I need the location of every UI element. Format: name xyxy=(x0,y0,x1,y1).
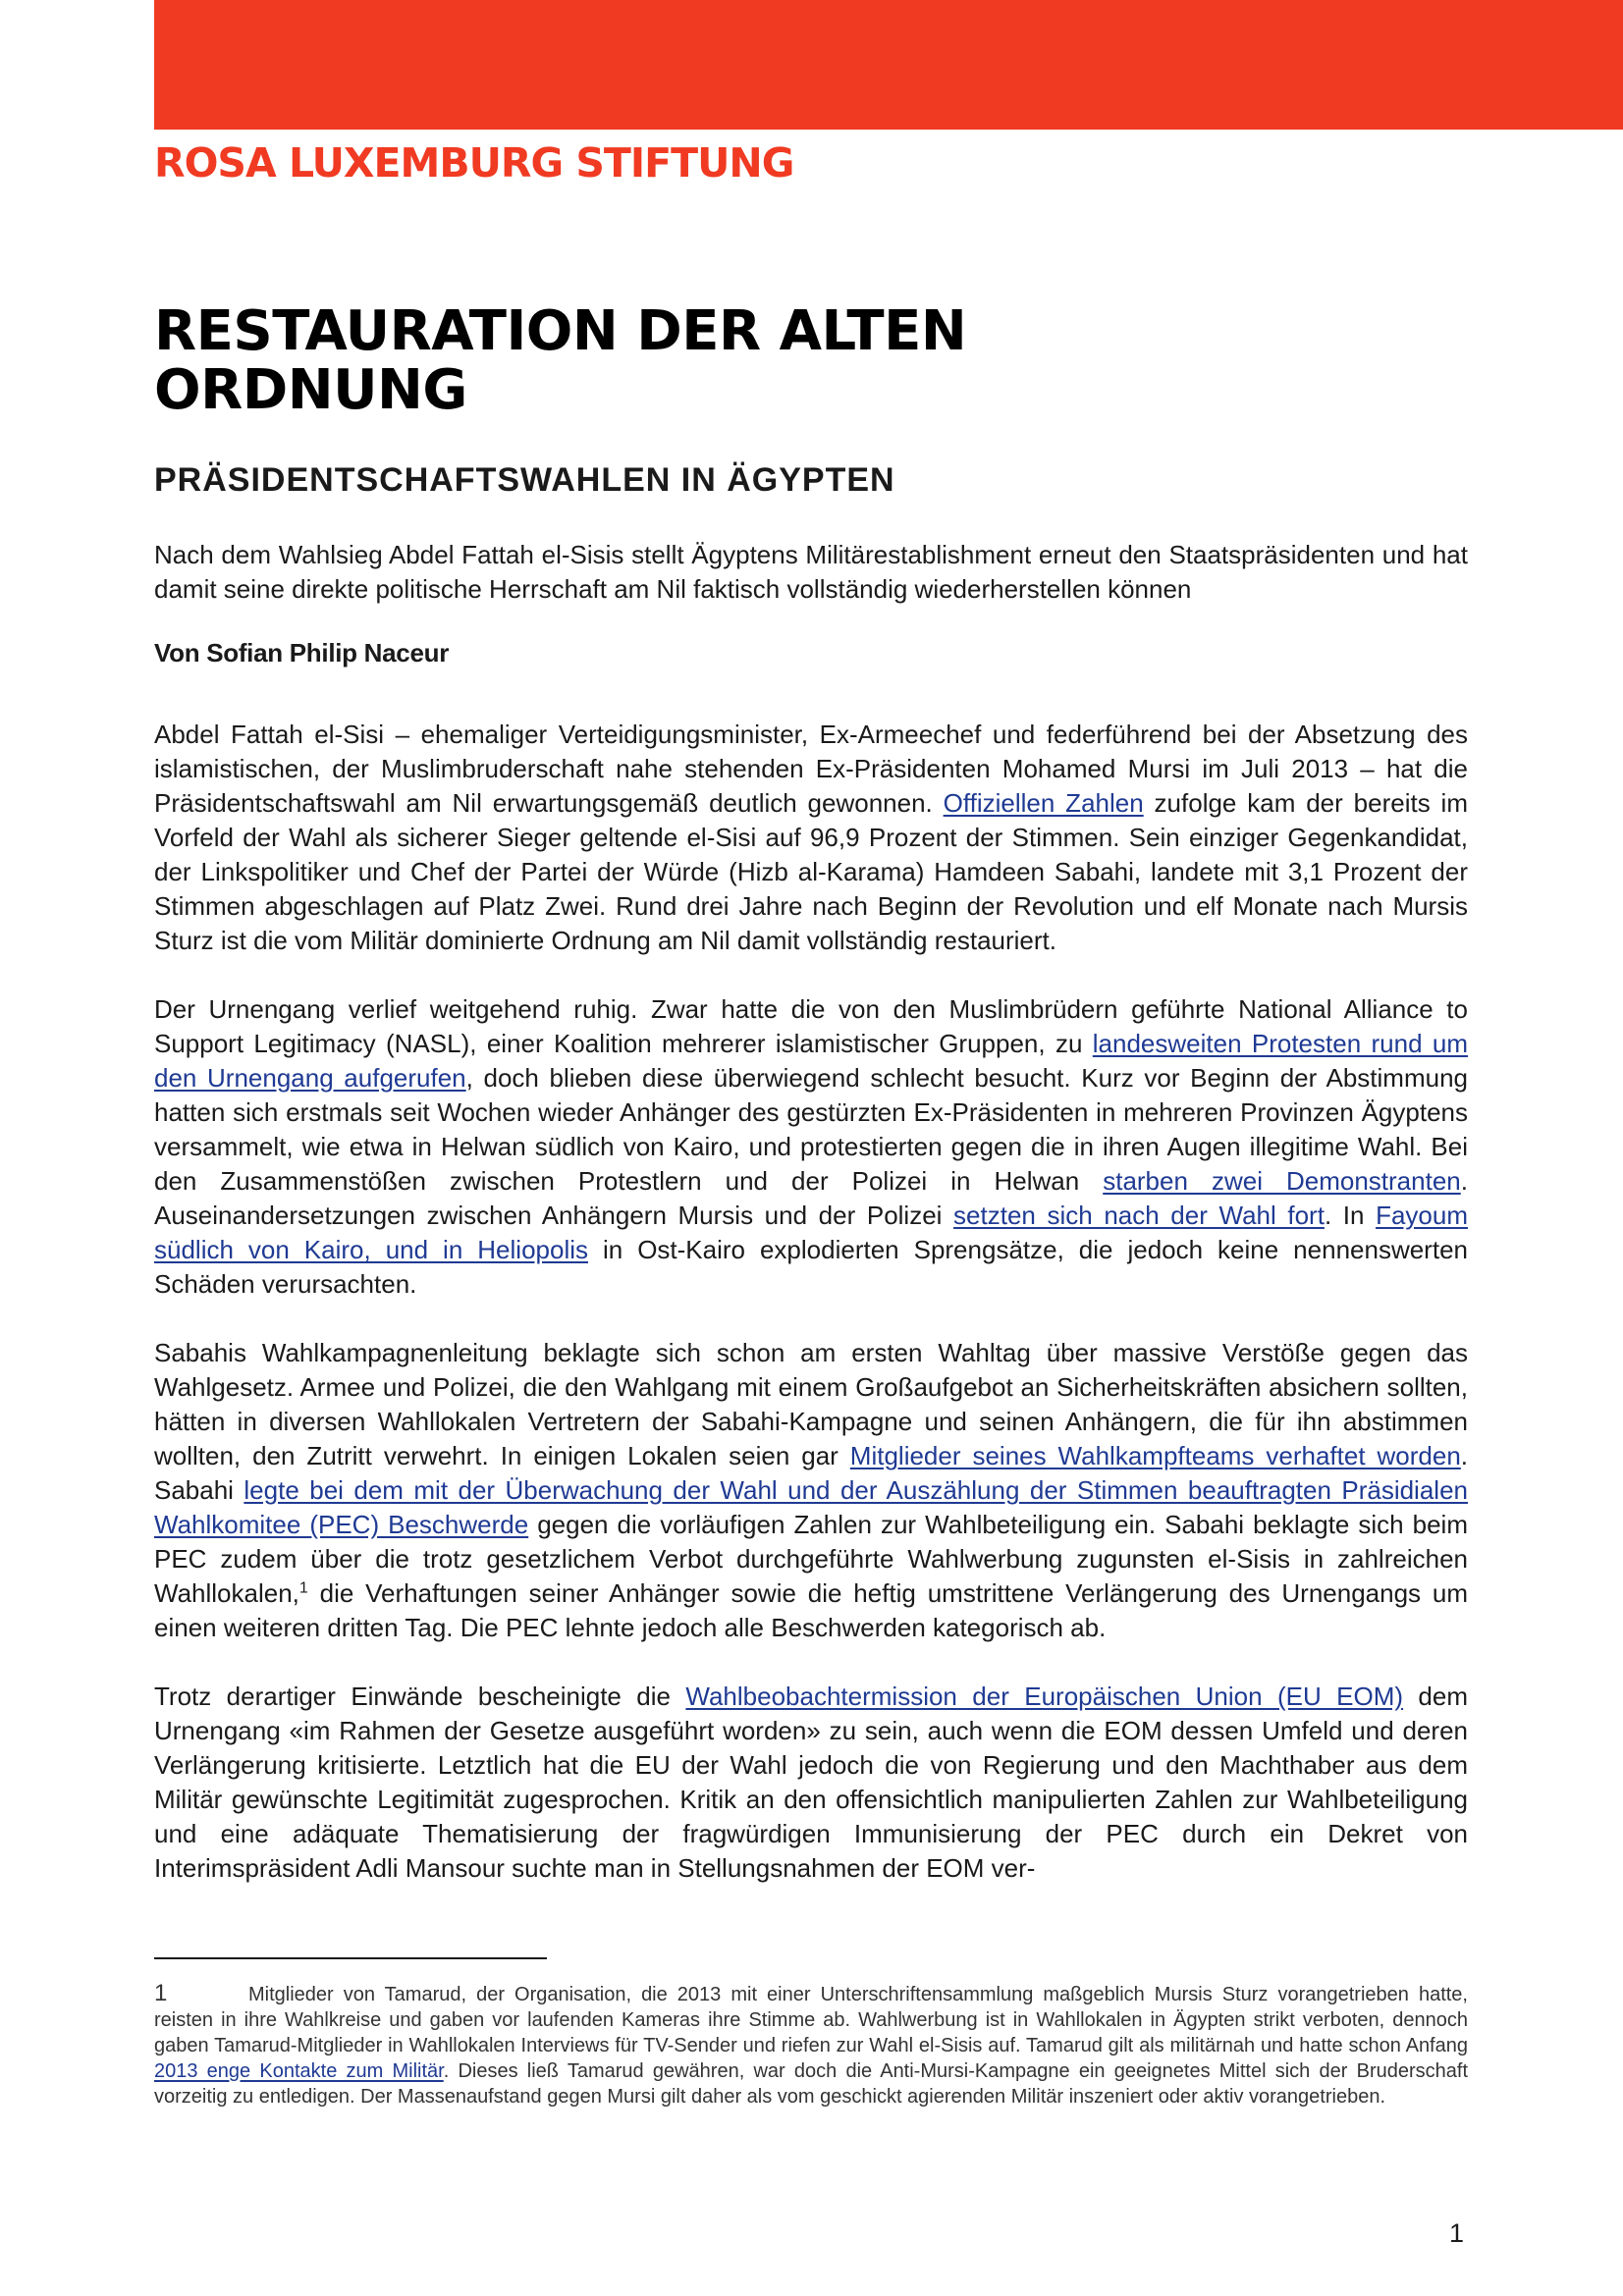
link-pec-complaint[interactable]: legte bei dem mit der Überwachung der Wahl und der Auszählung der Stimmen beauftragten Präsidialen Wahlkomitee (PEC) Beschwerde xyxy=(154,1475,1468,1539)
article-body xyxy=(154,538,1468,1920)
link-two-demonstrators-died[interactable]: starben zwei Demonstranten xyxy=(1103,1166,1461,1196)
text-run: dem Urnengang «im Rahmen der Gesetze ausgeführt worden» zu sein, auch wenn die EOM dessen Umfeld und deren Verlängerung kritisierte. Letztlich hat die EU der Wahl jedoch die von Regierung und den Machthaber aus dem Militär gewünschte Legitimität zugesprochen. Kritik an den offensichtlich manipulierten Zahlen zur Wahlbeteiligung und eine adäquate Thematisierung der fragwürdigen Immunisierung der PEC durch ein Dekret von Interimspräsident Adli Mansour suchte man in Stellungsnahmen der EOM ver- xyxy=(154,1682,1469,1883)
text-run: . Dieses ließ Tamarud gewähren, war doch die Anti-Mursi-Kampagne ein geeignetes Mittel sich der Bruderschaft vorzeitig zu entledigen. Der Massenaufstand gegen Mursi gilt daher als vom geschickt agierenden Militär inszeniert oder aktiv vorangetrieben. xyxy=(154,2060,1468,2108)
page-subtitle: PRÄSIDENTSCHAFTSWAHLEN IN ÄGYPTEN xyxy=(154,461,895,499)
text-run: in Ost-Kairo explodierten Sprengsätze, die jedoch keine nennenswerten Schäden verursachten. xyxy=(154,1235,1468,1299)
text-run: Sabahis Wahlkampagnenleitung beklagte sich schon am ersten Wahltag über massive Verstöße gegen das Wahlgesetz. Armee und Polizei, die den Wahlgang mit einem Großaufgebot an Sicherheitskräften absichern sollten, hätten in diversen Wahllokalen Vertretern der Sabahi-Kampagne und seinen Anhängern, die für ihn abstimmen wollten, den Zutritt verwehrt. In einigen Lokalen seien gar xyxy=(154,1338,1468,1470)
paragraph-2 xyxy=(154,992,1468,1302)
text-run: Abdel Fattah el-Sisi – ehemaliger Verteidigungsminister, Ex-Armeechef und federführend bei der Absetzung des islamistischen, der Muslimbruderschaft nahe stehenden Ex-Präsidenten Mohamed Mursi im Juli 2013 – hat die Präsidentschaftswahl am Nil erwartungsgemäß deutlich gewonnen. xyxy=(154,720,1468,818)
title-line: ORDNUNG xyxy=(154,358,467,422)
link-tamarud-military-contacts[interactable]: 2013 enge Kontakte zum Militär xyxy=(154,2060,444,2082)
footnote xyxy=(154,1981,1468,2109)
author-byline: Von Sofian Philip Naceur xyxy=(154,638,450,667)
footnote-reference[interactable]: 1 xyxy=(298,1579,308,1597)
text-run: Mitglieder von Tamarud, der Organisation, die 2013 mit einer Unterschriftensammlung maßgeblich Mursis Sturz vorangetrieben hatte, reisten in ihre Wahlkreise und gaben vor laufenden Kameras ihre Stimme ab. Wahlwerbung ist in Wahllokalen in Ägypten strikt verboten, dennoch gaben Tamarud-Mitglieder in Wahllokalen Interviews für TV-Sender und riefen zur Wahl el-Sisis auf. Tamarud gilt als militärnah und hatte schon Anfang xyxy=(154,1984,1468,2056)
text-run: zufolge kam der bereits im Vorfeld der Wahl als sicherer Sieger geltende el-Sisi auf 96,9 Prozent der Stimmen. Sein einziger Gegenkandidat, der Linkspolitiker und Chef der Partei der Würde (Hizb al-Karama) Hamdeen Sabahi, landete mit 3,1 Prozent der Stimmen abgeschlagen auf Platz Zwei. Rund drei Jahre nach Beginn der Revolution und elf Monate nach Mursis Sturz ist die vom Militär dominierte Ordnung am Nil damit vollständig restauriert. xyxy=(154,788,1468,955)
lead-paragraph: Nach dem Wahlsieg Abdel Fattah el-Sisis stellt Ägyptens Militärestablishment erneut den Staatspräsidenten und hat damit seine direkte politische Herrschaft am Nil faktisch vollständig wiederherstellen können xyxy=(154,540,1468,604)
text-run: . In xyxy=(1324,1201,1377,1230)
link-clashes-continued[interactable]: setzten sich nach der Wahl fort xyxy=(953,1201,1325,1230)
link-eu-eom[interactable]: Wahlbeobachtermission der Europäischen Union (EU EOM) xyxy=(685,1682,1404,1711)
text-run: . Sabahi xyxy=(154,1441,1469,1505)
link-fayoum-heliopolis[interactable]: Fayoum südlich von Kairo, und in Heliopolis xyxy=(154,1201,1468,1264)
text-run: die Verhaftungen seiner Anhänger sowie die heftig umstrittene Verlängerung des Urnengangs um einen weiteren dritten Tag. Die PEC lehnte jedoch alle Beschwerden kategorisch ab. xyxy=(154,1578,1468,1642)
page-title xyxy=(154,299,1470,422)
link-campaign-members-arrested[interactable]: Mitglieder seines Wahlkampfteams verhaftet worden xyxy=(849,1441,1461,1470)
text-run: gegen die vorläufigen Zahlen zur Wahlbeteiligung ein. Sabahi beklagte sich beim PEC zudem über die trotz gesetzlichem Verbot durchgeführte Wahlwerbung zugunsten el-Sisis in zahlreichen Wahllokalen, xyxy=(154,1510,1468,1608)
title-line: RESTAURATION DER ALTEN xyxy=(154,299,967,363)
footnote-divider xyxy=(154,1957,547,1959)
text-run: Der Urnengang verlief weitgehend ruhig. Zwar hatte die von den Muslimbrüdern geführte National Alliance to Support Legitimacy (NASL), einer Koalition mehrerer islamistischer Gruppen, zu xyxy=(154,994,1468,1058)
page-number: 1 xyxy=(1449,2218,1465,2248)
paragraph-3 xyxy=(154,1336,1468,1645)
brand-logo: ROSA LUXEMBURG STIFTUNG xyxy=(154,139,794,187)
paragraph-4 xyxy=(154,1680,1468,1886)
link-nationwide-protests[interactable]: landesweiten Protesten rund um den Urnengang aufgerufen xyxy=(154,1029,1468,1093)
header-color-bar xyxy=(154,0,1623,130)
text-run: , doch blieben diese überwiegend schlecht besucht. Kurz vor Beginn der Abstimmung hatten sich erstmals seit Wochen wieder Anhänger des gestürzten Ex-Präsidenten in mehreren Provinzen Ägyptens versammelt, wie etwa in Helwan südlich von Kairo, und protestierten gegen die in ihren Augen illegitime Wahl. Bei den Zusammenstößen zwischen Protestlern und der Polizei in Helwan xyxy=(154,1063,1468,1196)
link-official-figures[interactable]: Offiziellen Zahlen xyxy=(943,788,1144,818)
footnote-number: 1 xyxy=(154,1980,168,2006)
paragraph-1 xyxy=(154,718,1468,958)
text-run: . Auseinandersetzungen zwischen Anhängern Mursis und der Polizei xyxy=(154,1166,1468,1230)
text-run: Trotz derartiger Einwände bescheinigte die xyxy=(154,1682,686,1711)
